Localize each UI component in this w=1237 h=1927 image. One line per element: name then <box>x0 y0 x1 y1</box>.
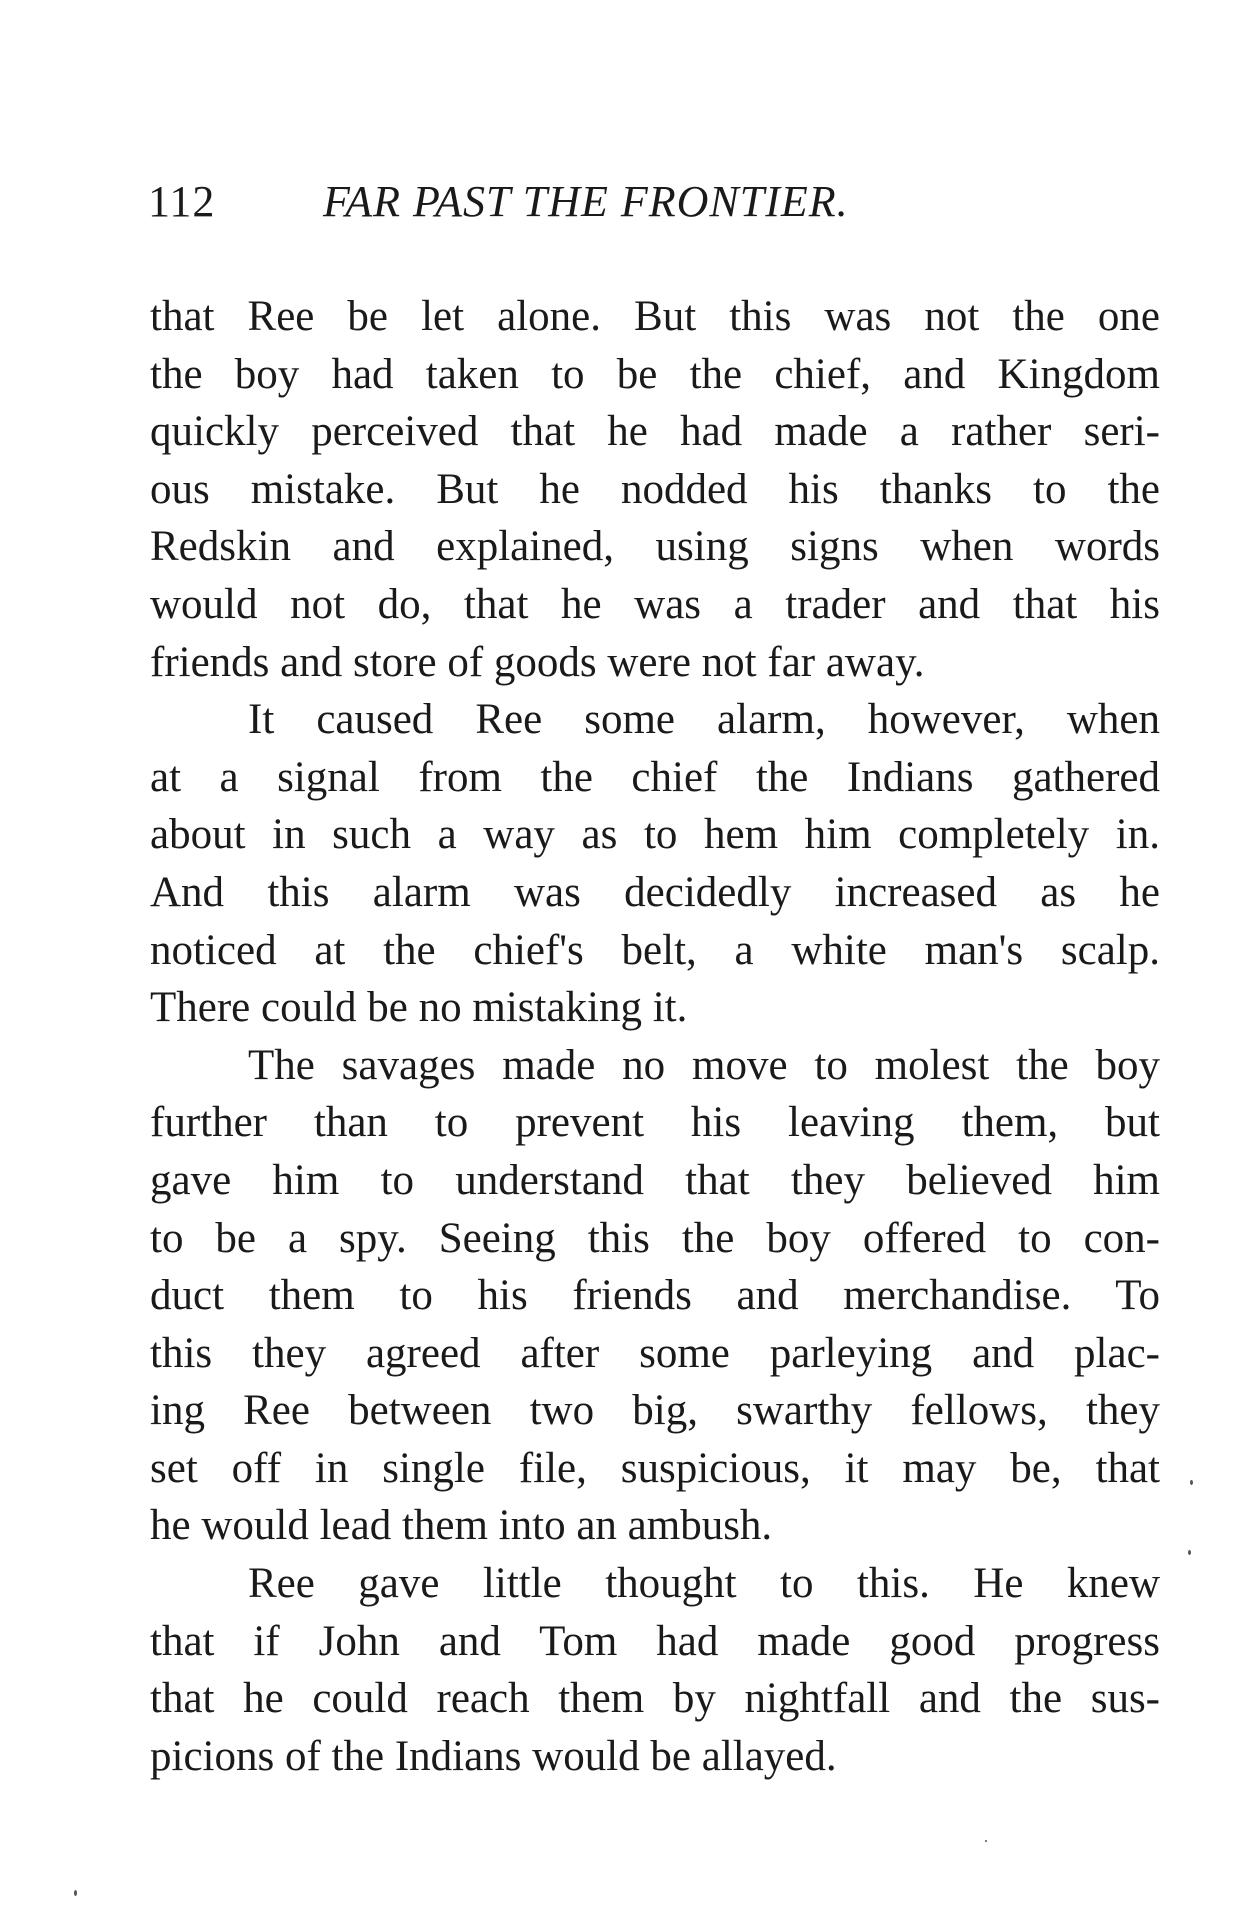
text-line: that if John and Tom had made good progress <box>150 1617 1160 1665</box>
text-line: that Ree be let alone. But this was not the one <box>150 293 1160 340</box>
text-line: ous mistake. But he nodded his thanks to the <box>150 465 1160 513</box>
text-line: further than to prevent his leaving them, but <box>150 1099 1160 1147</box>
scan-speck <box>1188 1550 1191 1555</box>
paragraph-end-line: picions of the Indians would be allayed. <box>150 1732 837 1780</box>
text-line: that he could reach them by nightfall and the sus- <box>150 1675 1160 1723</box>
paragraph-end-line: friends and store of goods were not far away. <box>150 638 925 686</box>
paragraph-end-line: There could be no mistaking it. <box>150 984 688 1032</box>
text-line: this they agreed after some parleying and plac- <box>150 1329 1160 1377</box>
scan-speck <box>985 1840 987 1842</box>
scan-speck <box>74 1890 77 1896</box>
text-line: would not do, that he was a trader and that his <box>150 580 1160 628</box>
text-line: set off in single file, suspicious, it may be, that <box>150 1444 1160 1492</box>
paragraph-start-line: Ree gave little thought to this. He knew <box>248 1560 1160 1608</box>
text-line: the boy had taken to be the chief, and Kingdom <box>150 350 1160 398</box>
text-line: about in such a way as to hem him completely in. <box>150 811 1160 859</box>
text-line: duct them to his friends and merchandise. To <box>150 1272 1160 1320</box>
body-text <box>150 288 1160 1785</box>
text-line: ing Ree between two big, swarthy fellows, they <box>150 1387 1160 1435</box>
scan-speck <box>1190 1480 1193 1485</box>
text-line: gave him to understand that they believed him <box>150 1156 1160 1204</box>
text-line: Redskin and explained, using signs when words <box>150 523 1160 571</box>
text-line: at a signal from the chief the Indians gathered <box>150 753 1160 801</box>
text-line: And this alarm was decidedly increased as he <box>150 868 1160 916</box>
paragraph-start-line: It caused Ree some alarm, however, when <box>248 696 1160 744</box>
paragraph-start-line: The savages made no move to molest the boy <box>248 1041 1160 1089</box>
text-line: noticed at the chief's belt, a white man's scalp. <box>150 926 1160 974</box>
running-title: FAR PAST THE FRONTIER. <box>323 177 849 226</box>
text-line: quickly perceived that he had made a rather seri- <box>150 408 1160 456</box>
text-line: to be a spy. Seeing this the boy offered to con- <box>150 1214 1160 1262</box>
running-head <box>148 172 1158 232</box>
page-number: 112 <box>148 177 216 226</box>
paragraph-end-line: he would lead them into an ambush. <box>150 1502 773 1550</box>
